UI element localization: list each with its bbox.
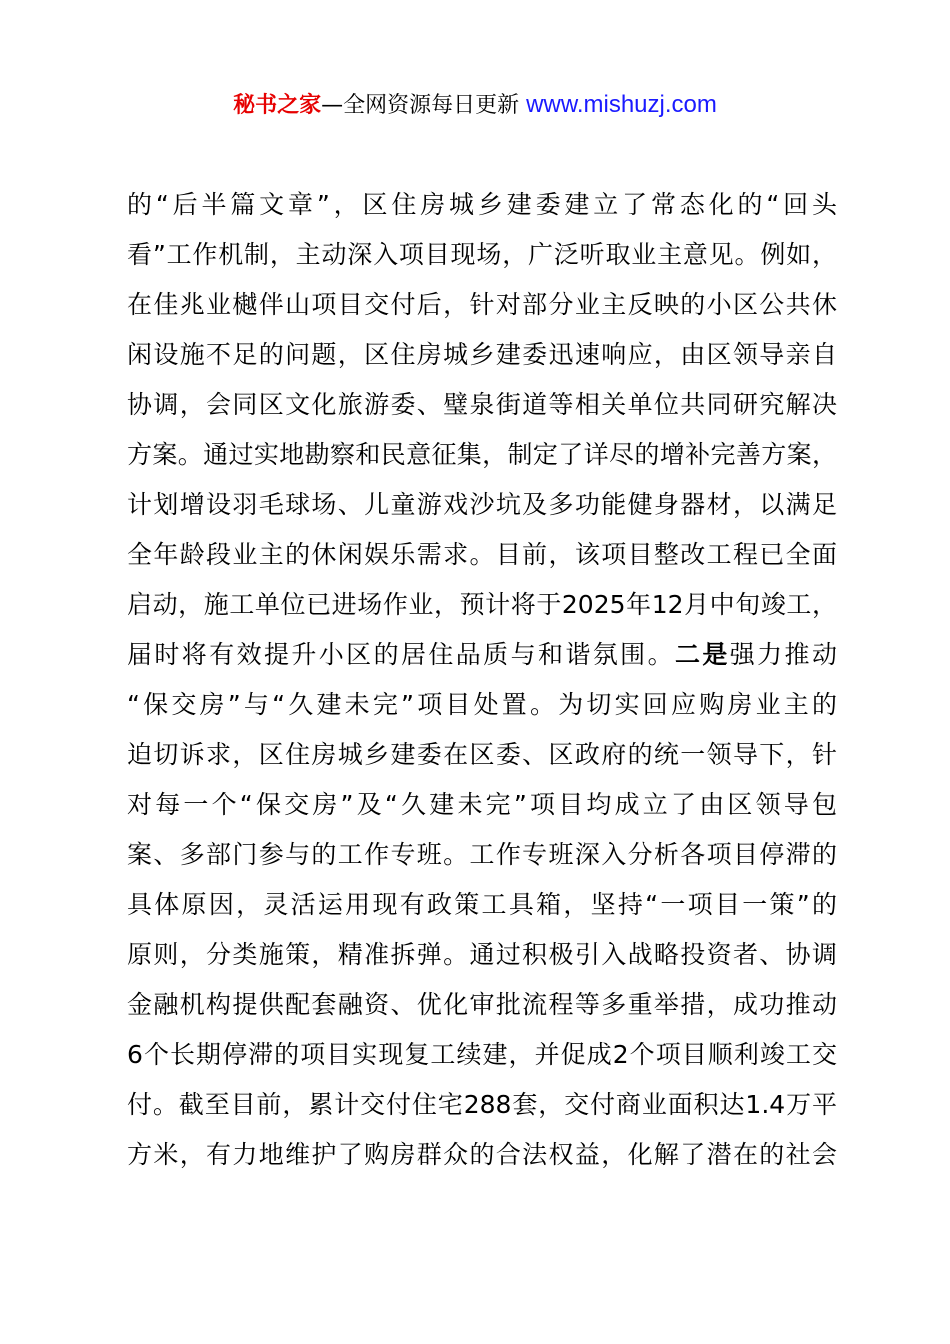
text-line: 看”工作机制，主动深入项目现场，广泛听取业主意见。例如， <box>127 240 837 269</box>
text-line-with-bold <box>127 630 837 680</box>
text-line: 闲设施不足的问题，区住房城乡建委迅速响应，由区领导亲自 <box>127 340 837 369</box>
text-line: 金融机构提供配套融资、优化审批流程等多重举措，成功推动 <box>127 990 837 1019</box>
text-segment: 强力推动 <box>729 640 837 669</box>
text-line: 迫切诉求，区住房城乡建委在区委、区政府的统一领导下，针 <box>127 740 837 769</box>
site-slogan: —全网资源每日更新 <box>321 93 527 118</box>
text-line: 方案。通过实地勘察和民意征集，制定了详尽的增补完善方案， <box>127 440 837 469</box>
text-line: 6个长期停滞的项目实现复工续建，并促成2个项目顺利竣工交 <box>127 1040 837 1069</box>
site-header <box>0 88 950 123</box>
text-line: 付。截至目前，累计交付住宅288套，交付商业面积达1.4万平 <box>127 1090 837 1119</box>
text-line: 对每一个“保交房”及“久建未完”项目均成立了由区领导包 <box>127 790 837 819</box>
text-line: 具体原因，灵活运用现有政策工具箱，坚持“一项目一策”的 <box>127 890 837 919</box>
text-line: 协调，会同区文化旅游委、璧泉街道等相关单位共同研究解决 <box>127 390 837 419</box>
site-url[interactable]: www.mishuzj.com <box>526 91 717 118</box>
document-body <box>127 180 837 1180</box>
text-segment: 届时将有效提升小区的居住品质与和谐氛围。 <box>127 640 675 669</box>
text-line: 原则，分类施策，精准拆弹。通过积极引入战略投资者、协调 <box>127 940 837 969</box>
text-line: “保交房”与“久建未完”项目处置。为切实回应购房业主的 <box>127 690 837 719</box>
text-line: 启动，施工单位已进场作业，预计将于2025年12月中旬竣工， <box>127 590 837 619</box>
text-line: 在佳兆业樾伴山项目交付后，针对部分业主反映的小区公共休 <box>127 290 837 319</box>
text-line: 的“后半篇文章”，区住房城乡建委建立了常态化的“回头 <box>127 190 837 219</box>
text-line: 方米，有力地维护了购房群众的合法权益，化解了潜在的社会 <box>127 1140 837 1169</box>
text-line: 全年龄段业主的休闲娱乐需求。目前，该项目整改工程已全面 <box>127 540 837 569</box>
text-line: 计划增设羽毛球场、儿童游戏沙坑及多功能健身器材，以满足 <box>127 490 837 519</box>
brand-name: 秘书之家 <box>233 93 322 118</box>
text-line: 案、多部门参与的工作专班。工作专班深入分析各项目停滞的 <box>127 840 837 869</box>
bold-marker: 二是 <box>674 640 730 669</box>
